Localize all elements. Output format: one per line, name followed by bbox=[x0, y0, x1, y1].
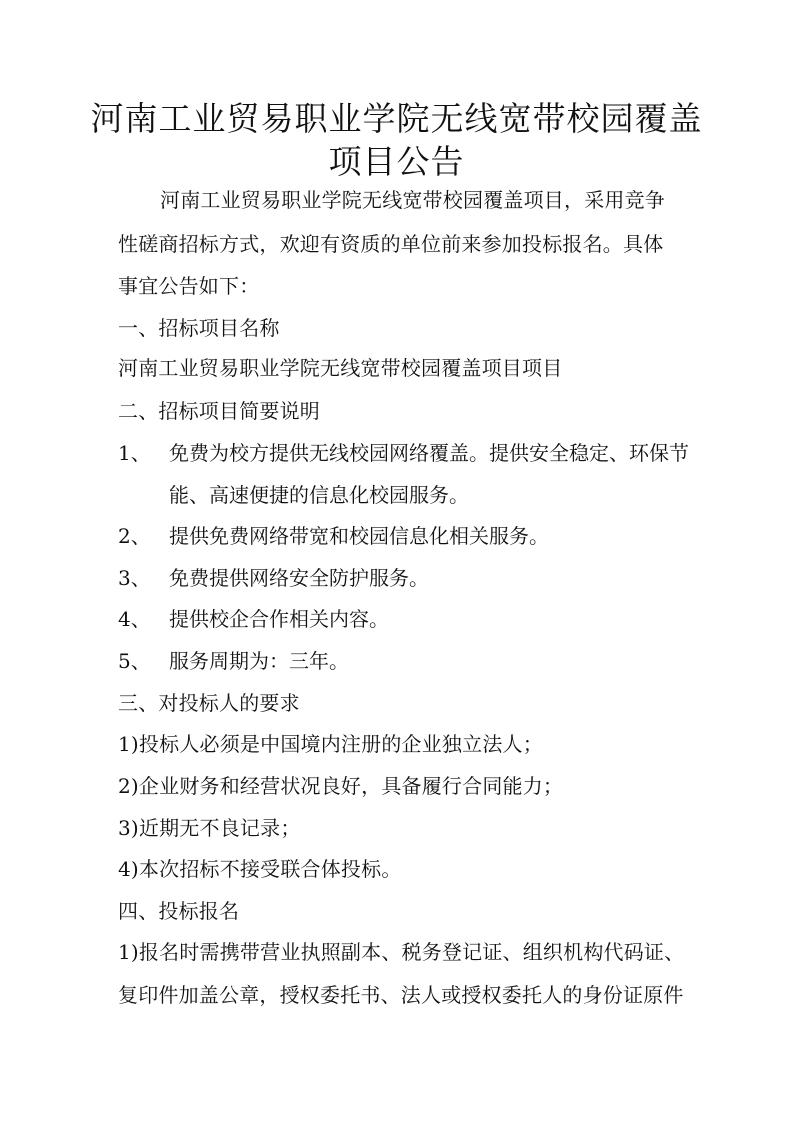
section-3-item-3: 3)近期无不良记录； bbox=[118, 816, 301, 840]
item-3-number: 3、 bbox=[118, 566, 151, 590]
item-1-line-2: 能、高速便捷的信息化校园服务。 bbox=[169, 483, 469, 507]
section-3-item-4: 4)本次招标不接受联合体投标。 bbox=[118, 857, 402, 881]
item-4-number: 4、 bbox=[118, 607, 151, 631]
intro-line-1: 河南工业贸易职业学院无线宽带校园覆盖项目，采用竞争 bbox=[160, 188, 665, 212]
item-3-line-1: 免费提供网络安全防护服务。 bbox=[169, 566, 429, 590]
section-4-heading: 四、投标报名 bbox=[118, 899, 240, 923]
item-2-number: 2、 bbox=[118, 524, 151, 548]
item-4-line-1: 提供校企合作相关内容。 bbox=[169, 607, 389, 631]
section-3-heading: 三、对投标人的要求 bbox=[118, 691, 300, 715]
item-2-line-1: 提供免费网络带宽和校园信息化相关服务。 bbox=[169, 524, 549, 548]
document-title-line-2: 项目公告 bbox=[328, 142, 465, 181]
document-title-line-1: 河南工业贸易职业学院无线宽带校园覆盖 bbox=[90, 99, 703, 138]
section-1-content: 河南工业贸易职业学院无线宽带校园覆盖项目项目 bbox=[118, 356, 563, 380]
intro-line-3: 事宜公告如下： bbox=[118, 274, 260, 298]
section-3-item-1: 1)投标人必须是中国境内注册的企业独立法人； bbox=[118, 732, 543, 756]
section-2-heading: 二、招标项目简要说明 bbox=[118, 399, 320, 423]
section-3-item-2: 2)企业财务和经营状况良好，具备履行合同能力； bbox=[118, 774, 564, 798]
section-1-heading: 一、招标项目名称 bbox=[118, 316, 280, 340]
section-4-line-2: 复印件加盖公章，授权委托书、法人或授权委托人的身份证原件 bbox=[118, 983, 684, 1007]
item-1-line-1: 免费为校方提供无线校园网络覆盖。提供安全稳定、环保节 bbox=[169, 441, 689, 465]
item-5-line-1: 服务周期为：三年。 bbox=[169, 649, 349, 673]
section-4-line-1: 1)报名时需携带营业执照副本、税务登记证、组织机构代码证、 bbox=[118, 940, 685, 964]
item-1-number: 1、 bbox=[118, 441, 151, 465]
item-5-number: 5、 bbox=[118, 649, 151, 673]
intro-line-2: 性磋商招标方式，欢迎有资质的单位前来参加投标报名。具体 bbox=[118, 232, 664, 256]
